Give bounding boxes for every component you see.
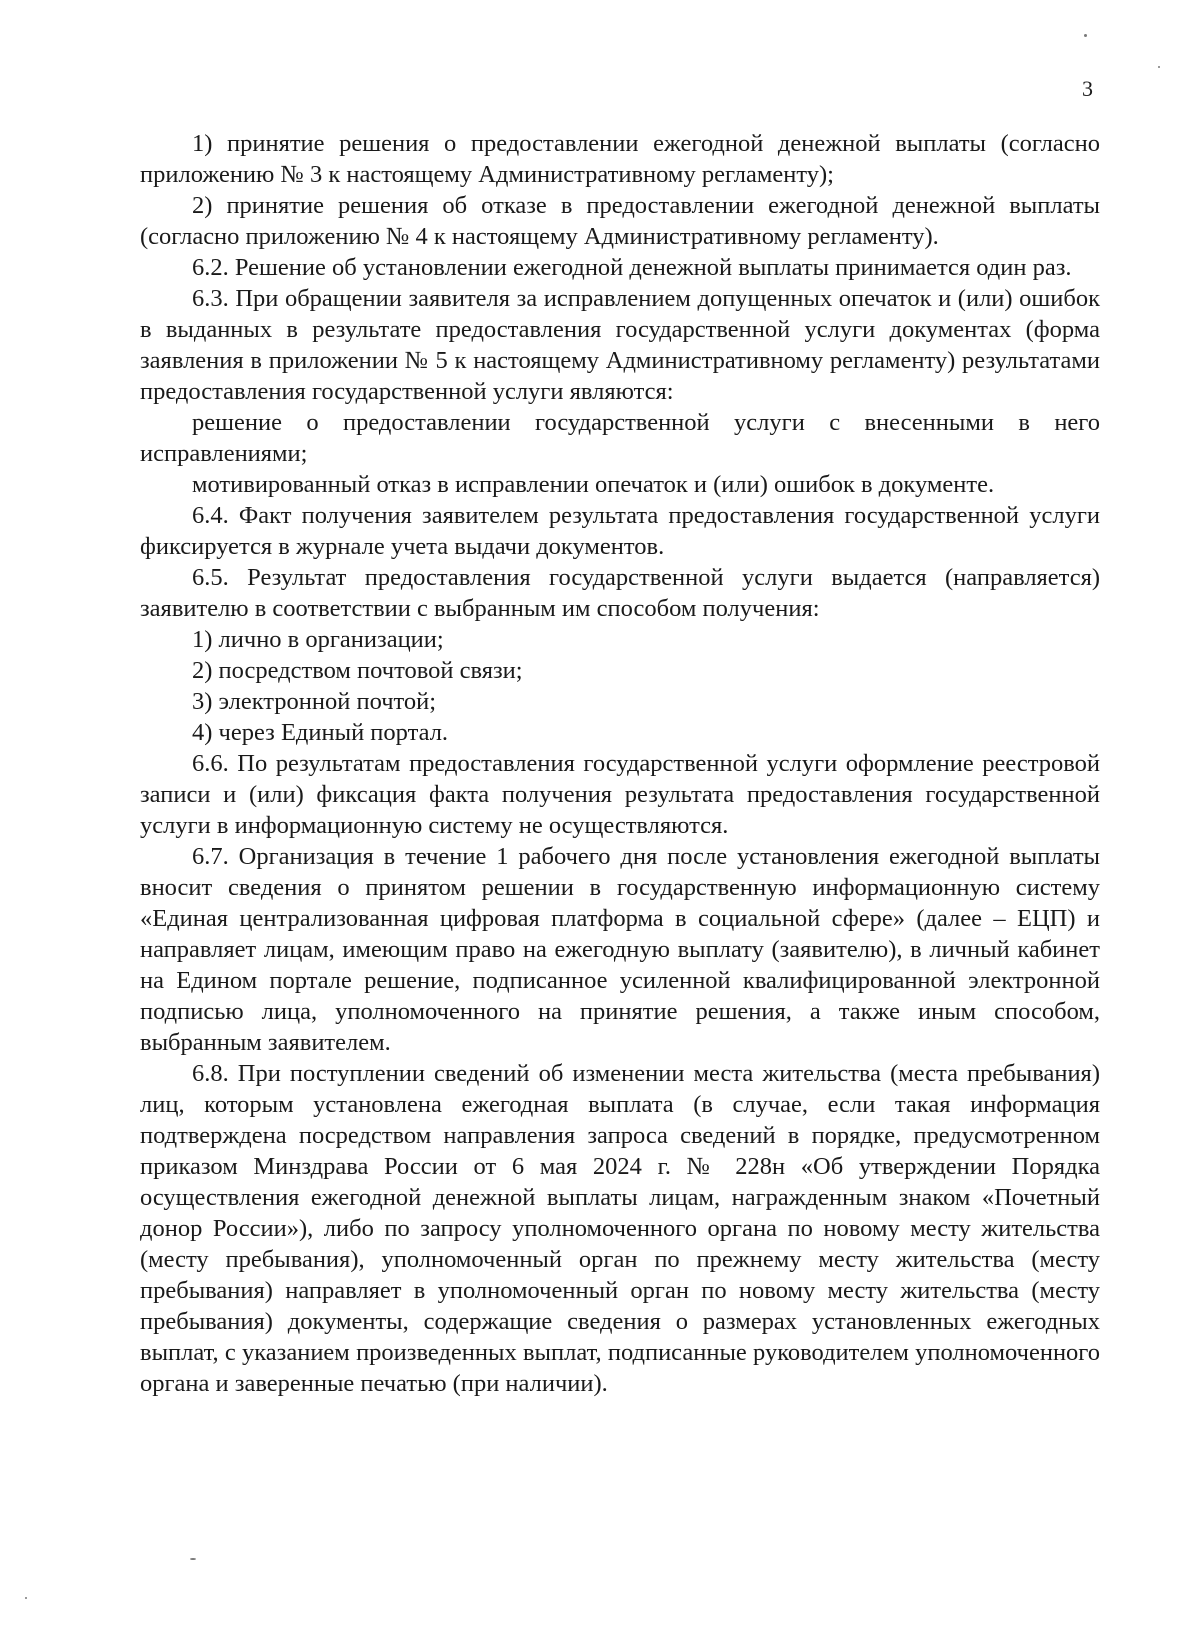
paragraph-6-2: 6.2. Решение об установлении ежегодной денежной выплаты принимается один раз. (192, 254, 1072, 281)
scan-speck (1158, 66, 1160, 68)
paragraph-item-1-grant-decision: 1) принятие решения о предоставлении ежегодной денежной выплаты (согласно приложению № 3 к настоящему Административному регламенту); (140, 130, 1100, 188)
document-body (140, 128, 1100, 1399)
scan-speck (25, 1597, 27, 1599)
paragraph-6-3-motivated-refusal: мотивированный отказ в исправлении опечаток и (или) ошибок в документе. (192, 471, 995, 498)
list-item-in-person: 1) лично в организации; (192, 626, 444, 653)
scan-speck (190, 1558, 196, 1560)
paragraph-6-8: 6.8. При поступлении сведений об изменении места жительства (места пребывания) лиц, которым установлена ежегодная выплата (в случае, если такая информация подтверждена посредством направления запроса сведений в порядке, предусмотренном приказом Минздрава России от 6 мая 2024 г. № 228н «Об утверждении Порядка осуществления ежегодной денежной выплаты лицам, награжденным знаком «Почетный донор России»), либо по запросу уполномоченного органа по новому месту жительства (месту пребывания), уполномоченный орган по прежнему месту жительства (месту пребывания) направляет в уполномоченный орган по новому месту жительства (месту пребывания) документы, содержащие сведения о размерах установленных ежегодных выплат, с указанием произведенных выплат, подписанные руководителем уполномоченного органа и заверенные печатью (при наличии). (140, 1060, 1100, 1397)
list-item-email: 3) электронной почтой; (192, 688, 437, 715)
page-number: 3 (1082, 76, 1093, 101)
paragraph-6-3: 6.3. При обращении заявителя за исправлением допущенных опечаток и (или) ошибок в выданных в результате предоставления государственной услуги документах (форма заявления в приложении № 5 к настоящему Административному регламенту) результатами предоставления государственной услуги являются: (140, 285, 1100, 405)
list-item-unified-portal: 4) через Единый портал. (192, 719, 449, 746)
paragraph-item-2-refusal-decision: 2) принятие решения об отказе в предоставлении ежегодной денежной выплаты (согласно приложению № 4 к настоящему Административному регламенту). (140, 192, 1100, 250)
paragraph-6-4: 6.4. Факт получения заявителем результата предоставления государственной услуги фиксируется в журнале учета выдачи документов. (140, 502, 1100, 560)
paragraph-6-6: 6.6. По результатам предоставления государственной услуги оформление реестровой записи и (или) фиксация факта получения результата предоставления государственной услуги в информационную систему не осуществляются. (140, 750, 1100, 839)
paragraph-6-7: 6.7. Организация в течение 1 рабочего дня после установления ежегодной выплаты вносит сведения о принятом решении в государственную информационную систему «Единая централизованная цифровая платформа в социальной сфере» (далее – ЕЦП) и направляет лицам, имеющим право на ежегодную выплату (заявителю), в личный кабинет на Едином портале решение, подписанное усиленной квалифицированной электронной подписью лица, уполномоченного на принятие решения, а также иным способом, выбранным заявителем. (140, 843, 1100, 1056)
list-item-postal: 2) посредством почтовой связи; (192, 657, 523, 684)
scan-speck (1084, 34, 1087, 37)
paragraph-6-5: 6.5. Результат предоставления государственной услуги выдается (направляется) заявителю в соответствии с выбранным им способом получения: (140, 564, 1100, 622)
paragraph-6-3-corrected-decision: решение о предоставлении государственной услуги с внесенными в него исправлениями; (140, 409, 1100, 467)
